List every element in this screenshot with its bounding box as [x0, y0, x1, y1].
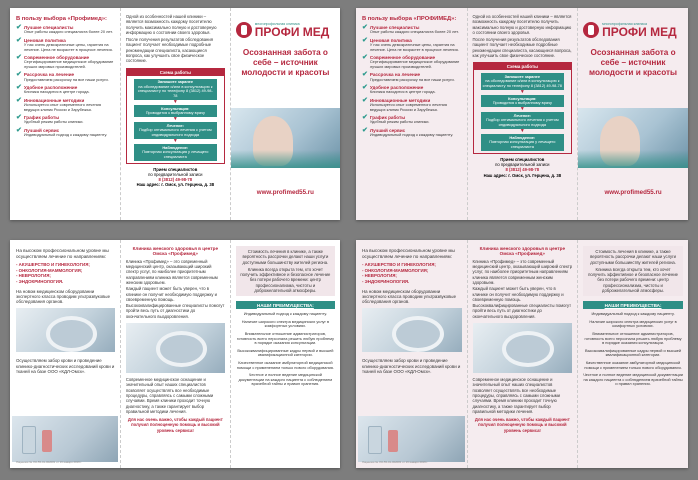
reason-item: [362, 25, 462, 35]
logo: [236, 22, 335, 38]
scheme-column: [120, 8, 230, 220]
work-scheme: [126, 68, 225, 164]
reason-title: Лучшие специалисты: [23, 25, 74, 30]
brochure-inside-pink: [356, 240, 688, 468]
reasons-column: [10, 8, 120, 220]
scheme-step: [134, 79, 217, 100]
website: www.profimed55.ru: [604, 189, 662, 196]
reason-text: Используется опыт современного лечения ведущих клиник России и Зарубежья.: [23, 101, 101, 112]
advantage-item: Высококвалифицированные кадры первой и высшей квалификационной категории.: [585, 347, 682, 358]
check-icon: ✔: [16, 96, 22, 104]
contacts: [473, 157, 573, 178]
reason-item: [362, 128, 462, 138]
reasons-title: В пользу выбора «ПРОФИМЕД»:: [362, 16, 457, 22]
reason-text: У нас очень демократичные цены, гарантия на лечение. Цена не возрастет в процессе лечения.: [369, 42, 459, 52]
scheme-step-label: Лечение:: [513, 112, 532, 118]
center-text-4: Современное медицинское оснащение и значительный опыт наших специалистов позволяет осуществлять все необходимые процедуры, справляясь с самыми сложными случаями. Время клиники проходит точную диагностику, а также гарантирует выбор правильной методики лечения.: [472, 377, 560, 414]
advantage-item: Индивидуальный подход к каждому пациенту.: [591, 311, 675, 317]
scheme-step-text: Подбор оптимального лечения с учетом индивидуального подхода: [138, 127, 212, 137]
scheme-step-text: Повторная консультация у лечащего специалиста: [489, 139, 556, 149]
equipment-text: На новом медицинском оборудовании экспертного класса проводим ультразвуковые обследования органов.: [362, 288, 457, 305]
scheme-step: [481, 134, 565, 151]
center-text-1: Клиника «Профимед» – это современный медицинский центр, оказывающий широкий спектр услуг, по наиболее приоритетным направлениям клиника является современным женским здоровьем.: [125, 258, 218, 285]
intro-text-2: После получения результатов обследования пациент получает необходимые подробные рекомендации специалиста, касающиеся вопроса, как улучшить свое физическое состояние.: [125, 37, 213, 64]
reason-item: [362, 85, 462, 95]
contacts-address: Наш адрес: г. Омск, ул. Герцена, д. 38: [483, 172, 562, 178]
brochure-inside-white: [10, 240, 340, 468]
contacts-address: Наш адрес: г. Омск, ул. Герцена, д. 38: [136, 182, 215, 188]
arrow-down-icon: ▼: [519, 106, 525, 113]
cost-text: Стоимость лечения в клинике, а также вероятность рассрочки делают наши услуги доступными большинству жителей региона.: [242, 249, 329, 265]
center-title: Клиника женского здоровья в центре Омска «Профимед»: [132, 246, 219, 257]
check-icon: ✔: [362, 126, 368, 134]
advantage-item: Честное и полное ведение медицинской документации на каждого пациента с соблюдением врачебной тайны и правил хранения.: [583, 371, 683, 387]
reason-text: Клиника находится в центре города.: [23, 89, 90, 95]
directions-column: [356, 240, 467, 468]
directions-list: [362, 262, 462, 284]
ultrasound-photo: [362, 308, 462, 352]
check-icon: ✔: [362, 53, 368, 61]
center-text-3: Высококвалифицированные специалисты помогут пройти весь путь от диагностики до окончательного выздоровления.: [125, 303, 225, 319]
direction-item: - НЕВРОЛОГИЯ;: [362, 273, 397, 279]
reason-title: Инновационные методики: [369, 97, 431, 103]
scheme-step-text: на обследование и/или в консультацию к специалисту по телефону 8 (3812) 49-98-78: [482, 78, 562, 89]
center-text-4: Современное медицинское оснащение и значительный опыт наших специалистов позволяет осуществлять все необходимые процедуры, справляясь с самыми сложными случаями. Время клиники проходит точную диагностику, а также гарантирует выбор правильной методики лечения.: [125, 377, 214, 414]
reason-text: Используется опыт современного лечения ведущих клиник России и Зарубежья.: [369, 101, 447, 112]
center-column: [467, 240, 578, 468]
reason-item: [362, 98, 462, 113]
logo-subtitle: многопрофильная клиника: [254, 22, 300, 26]
lab-text: Осуществляем забор крови и проведение клинико-диагностических исследований крови и тканей на базе ООО «КДЛ-Омск».: [362, 358, 461, 375]
direction-item: - ЭНДОКРИНОЛОГИЯ.: [362, 278, 410, 284]
check-icon: ✔: [16, 126, 22, 134]
reason-item: [362, 72, 462, 82]
cost-text: Стоимость лечения в клинике, а также вероятность рассрочки делают наши услуги доступными большинству жителей региона.: [590, 249, 676, 265]
check-icon: ✔: [16, 71, 22, 79]
intro-text-2: После получения результатов обследования пациент получает необходимые подробные рекомендации специалиста, касающиеся вопроса, как улучшить свое физическое состояние.: [472, 37, 572, 59]
arrow-down-icon: ▼: [172, 116, 178, 123]
center-text-1: Клиника «Профимед» – это современный медицинский центр, оказывающий широкий спектр услуг, по наиболее приоритетным направлениям клиника является современным женским здоровьем.: [472, 258, 573, 285]
contacts-line1: Прием специалистов: [153, 166, 198, 172]
reason-text: Индивидуальный подход к каждому пациенту.: [23, 131, 108, 137]
scheme-step-text: Проводится к выбранному врачу: [145, 110, 205, 116]
reason-text: Клиника находится в центре города.: [369, 89, 436, 95]
equipment-text: На новом медицинском оборудовании экспертного класса проводим ультразвуковые обследования органов.: [16, 288, 111, 305]
lab-photo: [12, 416, 118, 462]
center-column: [120, 240, 230, 468]
reason-item: [16, 25, 115, 35]
arrow-down-icon: ▼: [519, 128, 525, 135]
reason-text: Предоставляем рассрочку на все наши услуги.: [369, 76, 455, 82]
reason-title: Ценовая политика: [23, 37, 66, 43]
license-text: Лицензия № ЛО-55-01-002081 от 16 января 2019 г.: [362, 460, 428, 464]
reason-item: [362, 55, 462, 70]
reason-text: Индивидуальный подход к каждому пациенту.: [369, 131, 454, 137]
website: www.profimed55.ru: [256, 189, 314, 196]
scheme-step: [481, 112, 565, 129]
advantages-title: НАШИ ПРЕИМУЩЕСТВА:: [583, 301, 683, 309]
reason-text: Удобный режим работы клиники.: [369, 119, 430, 125]
scheme-step: [481, 73, 565, 90]
logo: [583, 22, 683, 38]
reason-title: График работы: [369, 114, 406, 120]
contacts-line2: по предварительной записи: [495, 162, 550, 168]
logo-icon: [583, 22, 599, 38]
scheme-step-text: на обследование и/или в консультацию к специалисту по телефону 8 (3812) 49-98-78: [137, 83, 213, 98]
reason-title: Удобное расположение: [23, 84, 78, 90]
advantages-column: [230, 240, 340, 468]
license-text: Лицензия № ЛО-55-01-002081 от 16 января 2019 г.: [16, 460, 82, 464]
advantage-item: Наличие широкого спектра медицинских услуг в комфортных условиях.: [241, 318, 330, 329]
contacts-line2: по предварительной записи: [148, 172, 203, 177]
reason-text: Сертифицированное медицинское оборудование лучших мировых производителей.: [23, 59, 114, 70]
intro-text-1: Одной из особенностей нашей клиники – является возможность каждому посетителю получить максимально полную и достоверную информацию о состоянии своего здоровья.: [472, 14, 572, 35]
reason-title: Инновационные методики: [23, 97, 85, 103]
arrow-down-icon: ▼: [172, 99, 178, 106]
reason-item: [16, 98, 115, 113]
center-text-5: Для нас очень важно, чтобы каждый пациент получил полноценную помощь и высокий уровень сервиса!: [474, 417, 570, 433]
ultrasound-photo: [16, 308, 115, 352]
reason-title: Лучшие специалисты: [369, 25, 420, 30]
directions-intro: На высоком профессиональном уровне мы осуществляем лечение по направлениям:: [16, 248, 109, 259]
doctor-scan-photo: [473, 323, 573, 373]
reason-item: [362, 115, 462, 125]
direction-item: - НЕВРОЛОГИЯ;: [16, 273, 51, 279]
reason-title: Современное оборудование: [23, 54, 90, 60]
directions-intro: На высоком профессиональном уровне мы осуществляем лечение по направлениям:: [362, 248, 455, 259]
reason-text: Опыт работы каждого специалиста более 20 лет.: [23, 29, 113, 35]
contacts-line1: Прием специалистов: [500, 156, 545, 162]
check-icon: ✔: [362, 24, 368, 31]
lab-photo: [358, 416, 465, 462]
scheme-step-text: Проводится к выбранному врачу: [492, 100, 552, 106]
reason-title: Ценовая политика: [369, 37, 412, 43]
logo-title: ПРОФИ МЕД: [602, 25, 677, 39]
check-icon: ✔: [16, 83, 22, 91]
reason-text: Предоставляем рассрочку на все наши услуги.: [23, 76, 109, 82]
direction-item: - АКУШЕРСТВО И ГИНЕКОЛОГИЯ;: [16, 262, 90, 268]
check-icon: ✔: [16, 36, 22, 44]
scheme-column: [467, 8, 578, 220]
brochure-outside-white: [10, 8, 340, 220]
reason-item: [16, 72, 115, 82]
advantage-item: Внимательное отношение администраторов, готовность всего персонала решить любую проблему в порядке оказания консультации.: [236, 330, 334, 346]
reasons-list: [16, 25, 115, 138]
check-icon: ✔: [362, 71, 368, 79]
work-scheme: [473, 62, 573, 154]
doctor-scan-photo: [126, 323, 225, 373]
logo-icon: [236, 22, 252, 38]
center-text-2: Каждый пациент может быть уверен, что в клинике он получит необходимую поддержку и своевременную помощь.: [472, 286, 564, 302]
intro-text-1: Одной из особенностей нашей клиники – является возможность каждому посетителю получить максимально полную и достоверную информацию о состоянии своего здоровья.: [125, 14, 217, 35]
slogan: Осознанная забота о себе – источник молодости и красоты: [241, 48, 330, 77]
scheme-title: Схема работы: [474, 63, 572, 70]
scheme-step: [134, 144, 217, 161]
check-icon: ✔: [16, 113, 22, 121]
reason-item: [16, 55, 115, 70]
reason-title: Лучший сервис: [23, 127, 60, 133]
reasons-list: [362, 25, 462, 138]
advantage-item: Качественное оказание амбулаторной медицинской помощи с применением только нового оборудования.: [236, 359, 334, 370]
check-icon: ✔: [362, 36, 368, 44]
reasons-title: В пользу выбора «Профимед»:: [16, 16, 107, 22]
reason-item: [16, 115, 115, 125]
scheme-step-label: Наблюдение:: [509, 134, 536, 140]
contacts-phone: 8 (3812) 49-98-78: [505, 167, 540, 173]
cost-panel: [236, 246, 335, 296]
direction-item: - ОНКОЛОГИЯ-МАММОЛОГИЯ;: [16, 267, 83, 273]
scheme-step-text: Подбор оптимального лечения с учетом индивидуального подхода: [485, 117, 559, 128]
logo-title: ПРОФИ МЕД: [254, 25, 330, 39]
reason-title: Рассрочка на лечение: [23, 72, 75, 78]
cover-column: [577, 8, 688, 220]
cover-column: [230, 8, 340, 220]
doctor-photo: [231, 108, 340, 168]
scheme-step: [134, 122, 217, 139]
arrow-down-icon: ▼: [519, 89, 525, 96]
contacts-phone: 8 (3812) 49-98-78: [158, 177, 193, 183]
advantages-title: НАШИ ПРЕИМУЩЕСТВА:: [236, 301, 335, 309]
reasons-column: [356, 8, 467, 220]
reason-title: Современное оборудование: [369, 54, 436, 60]
reason-item: [16, 128, 115, 138]
advantage-item: Индивидуальный подход к каждому пациенту.: [243, 311, 327, 317]
reason-text: Опыт работы каждого специалиста более 20 лет.: [369, 29, 459, 35]
center-text-5: Для нас очень важно, чтобы каждый пациент получил полноценную помощь и высокий уровень сервиса!: [127, 417, 223, 433]
cost-panel: [583, 246, 683, 296]
brochure-outside-pink: [356, 8, 688, 220]
open-text: Клиника всегда открыта тем, кто хочет получить эффективное и безопасное лечение без потери рабочего времени: центр профессионализма, чистоты и доброжелательной атмосферы.: [240, 266, 331, 294]
check-icon: ✔: [362, 96, 368, 104]
direction-item: - ЭНДОКРИНОЛОГИЯ.: [16, 278, 64, 284]
scheme-step-label: Запишите заранее: [504, 73, 541, 79]
scheme-step-text: Повторная консультация у лечащего специалиста: [142, 149, 209, 159]
logo-subtitle: многопрофильная клиника: [602, 22, 647, 26]
advantage-item: Наличие широкого спектра медицинских услуг в комфортных условиях.: [589, 318, 677, 329]
center-text-2: Каждый пациент может быть уверен, что в клинике он получит необходимую поддержку и своевременную помощь.: [125, 286, 217, 302]
reason-item: [16, 85, 115, 95]
directions-column: [10, 240, 120, 468]
contacts: [126, 167, 225, 188]
arrow-down-icon: ▼: [172, 138, 178, 145]
advantage-item: Честное и полное ведение медицинской документации на каждого пациента с соблюдением врачебной тайны и правил хранения.: [238, 371, 333, 387]
center-text-3: Высококвалифицированные специалисты помогут пройти весь путь от диагностики до окончательного выздоровления.: [472, 303, 572, 319]
open-text: Клиника всегда открыта тем, кто хочет получить эффективное и безопасное лечение без потери рабочего времени: центр профессионализма, чистоты и доброжелательной атмосферы.: [588, 266, 678, 294]
check-icon: ✔: [16, 53, 22, 61]
advantage-item: Высококвалифицированные кадры первой и высшей квалификационной категории.: [237, 347, 334, 358]
reason-title: Лучший сервис: [369, 127, 406, 133]
advantage-item: Внимательное отношение администраторов, готовность всего персонала решить любую проблему в порядке оказания консультации.: [584, 330, 682, 346]
reason-text: Удобный режим работы клиники.: [23, 119, 84, 125]
advantages-column: [577, 240, 688, 468]
reason-title: Рассрочка на лечение: [369, 72, 421, 78]
lab-text: Осуществляем забор крови и проведение клинико-диагностических исследований крови и тканей на базе ООО «КДЛ-Омск».: [16, 358, 115, 375]
scheme-step-label: Консультация:: [508, 95, 537, 101]
check-icon: ✔: [362, 83, 368, 91]
center-title: Клиника женского здоровья в центре Омска «Профимед»: [479, 246, 566, 257]
scheme-title: Схема работы: [127, 69, 224, 76]
reason-item: [16, 38, 115, 53]
scheme-step-label: Запишите заранее: [157, 79, 194, 85]
doctor-photo: [578, 108, 688, 168]
check-icon: ✔: [362, 113, 368, 121]
check-icon: ✔: [16, 24, 22, 31]
advantages-list: [583, 312, 683, 387]
slogan: Осознанная забота о себе – источник молодости и красоты: [589, 48, 678, 77]
advantages-list: [236, 312, 335, 387]
reason-title: График работы: [23, 114, 60, 120]
advantage-item: Качественное оказание амбулаторной медицинской помощи с применением только нового оборудования.: [584, 359, 682, 370]
direction-item: - АКУШЕРСТВО И ГИНЕКОЛОГИЯ;: [362, 262, 436, 268]
reason-text: Сертифицированное медицинское оборудование лучших мировых производителей.: [369, 59, 460, 70]
reason-title: Удобное расположение: [369, 84, 424, 90]
reason-text: У нас очень демократичные цены, гарантия на лечение. Цена не возрастет в процессе лечения.: [23, 42, 113, 52]
reason-item: [362, 38, 462, 53]
directions-list: [16, 262, 115, 284]
scheme-step-label: Лечение:: [166, 122, 185, 128]
scheme-step-label: Наблюдение:: [162, 144, 189, 150]
direction-item: - ОНКОЛОГИЯ-МАММОЛОГИЯ;: [362, 267, 429, 273]
scheme-step-label: Консультация:: [161, 105, 190, 111]
